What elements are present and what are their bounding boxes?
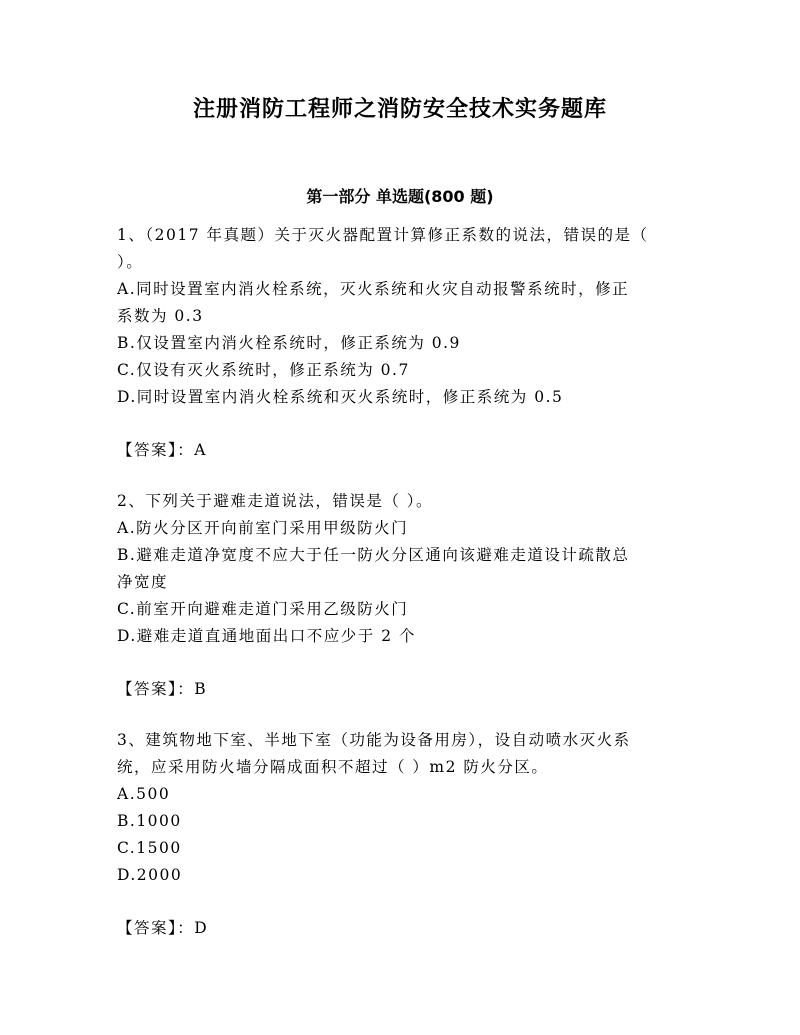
option-d bbox=[117, 623, 687, 650]
question-stem bbox=[117, 727, 687, 781]
question-stem-line: ）。 bbox=[117, 253, 144, 271]
option-c bbox=[117, 835, 687, 862]
answer-label: 【答案】： bbox=[117, 441, 195, 459]
page-title: 注册消防工程师之消防安全技术实务题库 bbox=[192, 97, 607, 122]
question-block bbox=[117, 727, 687, 942]
option-line: B.1000 bbox=[117, 812, 182, 830]
option-a bbox=[117, 276, 687, 330]
option-line: D.避难走道直通地面出口不应少于 2 个 bbox=[117, 627, 417, 645]
question-stem-line: 1、（2017 年真题）关于灭火器配置计算修正系数的说法，错误的是（ bbox=[117, 226, 649, 244]
question-stem-line: 3、建筑物地下室、半地下室（功能为设备用房），设自动喷水灭火系 bbox=[117, 731, 631, 749]
option-line: A.同时设置室内消火栓系统，灭火系统和火灾自动报警系统时，修正 bbox=[117, 280, 630, 298]
option-a bbox=[117, 515, 687, 542]
option-c bbox=[117, 596, 687, 623]
option-line: 系数为 0.3 bbox=[117, 307, 204, 325]
option-a bbox=[117, 781, 687, 808]
option-b bbox=[117, 808, 687, 835]
answer-line bbox=[117, 437, 687, 464]
answer-label: 【答案】： bbox=[117, 919, 195, 937]
option-line: C.仅设有灭火系统时，修正系统为 0.7 bbox=[117, 361, 410, 379]
question-list bbox=[117, 222, 687, 966]
option-d bbox=[117, 862, 687, 889]
question-stem-line: 2、下列关于避难走道说法，错误是（ ）。 bbox=[117, 492, 434, 510]
option-line: A.防火分区开向前室门采用甲级防火门 bbox=[117, 519, 409, 537]
option-line: 净宽度 bbox=[117, 573, 169, 591]
option-line: C.1500 bbox=[117, 839, 182, 857]
section-heading: 第一部分 单选题(800 题) bbox=[306, 187, 494, 206]
answer-line bbox=[117, 676, 687, 703]
option-line: D.同时设置室内消火栓系统和灭火系统时，修正系统为 0.5 bbox=[117, 388, 564, 406]
question-stem bbox=[117, 222, 687, 276]
question-block bbox=[117, 222, 687, 464]
option-line: D.2000 bbox=[117, 866, 183, 884]
question-block bbox=[117, 488, 687, 703]
option-line: B.仅设置室内消火栓系统时，修正系统为 0.9 bbox=[117, 334, 461, 352]
option-c bbox=[117, 357, 687, 384]
answer-label: 【答案】： bbox=[117, 680, 195, 698]
answer-value: D bbox=[194, 919, 209, 937]
question-stem-line: 统，应采用防火墙分隔成面积不超过（ ）m2 防火分区。 bbox=[117, 758, 549, 776]
option-line: A.500 bbox=[117, 785, 171, 803]
answer-value: A bbox=[194, 441, 207, 459]
option-line: C.前室开向避难走道门采用乙级防火门 bbox=[117, 600, 409, 618]
option-line: B.避难走道净宽度不应大于任一防火分区通向该避难走道设计疏散总 bbox=[117, 546, 630, 564]
option-d bbox=[117, 384, 687, 411]
answer-value: B bbox=[194, 680, 208, 698]
option-b bbox=[117, 330, 687, 357]
question-stem bbox=[117, 488, 687, 515]
option-b bbox=[117, 542, 687, 596]
answer-line bbox=[117, 915, 687, 942]
